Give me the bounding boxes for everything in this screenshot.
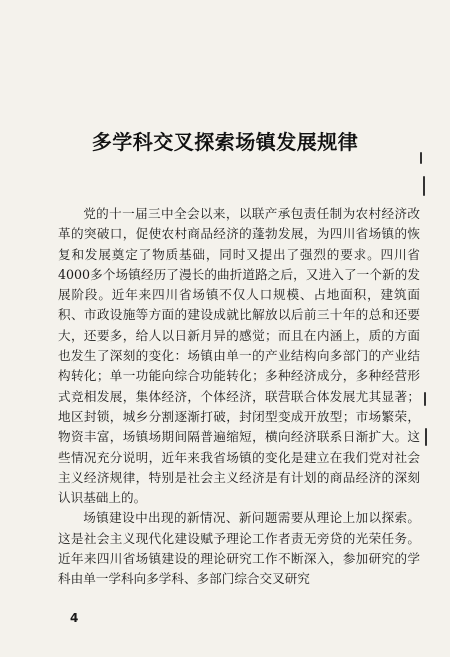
- paragraph-1: 党的十一届三中全会以来，以联产承包责任制为农村经济改革的突破口，促使农村商品经济的蓬勃发展，为四川省场镇的恢复和发展奠定了物质基础，同时又提出了强烈的要求。四川省4000多个场镇经历了漫长的曲折道路之后，又进入了一个新的发展阶段。近年来四川省场镇不仅人口规模、占地面积，建筑面积、市政设施等方面的建设成就比解放以后前三十年的总和还要大，还要多，给人以日新月异的感觉；而且在内涵上，质的方面也发生了深刻的变化：场镇由单一的产业结构向多部门的产业结构转化；单一功能向综合功能转化；多种经济成分，多种经营形式竞相发展，集体经济，个体经济，联营联合体发展尤其显著；地区封锁，城乡分割逐渐打破，封闭型变成开放型；市场繁荣，物资丰富，场镇场期间隔普遍缩短，横向经济联系日渐扩大。这些情况充分说明，近年来我省场镇的变化是建立在我们党对社会主义经济规律，特别是社会主义经济是有计划的商品经济的深刻认识基础上的。: [58, 206, 420, 506]
- paragraph-2: 场镇建设中出现的新情况、新问题需要从理论上加以探索。这是社会主义现代化建设赋予理论工作者责无旁贷的光荣任务。近年来四川省场镇建设的理论研究工作不断深入，参加研究的学科由单一学科向多学科、多部门综合交叉研究: [58, 510, 420, 587]
- body-text: [58, 204, 420, 590]
- scan-edge-mark: [425, 428, 427, 446]
- scan-edge-mark: [424, 392, 426, 406]
- page-title: 多学科交叉探索场镇发展规律: [91, 130, 359, 154]
- scan-edge-mark: [423, 176, 425, 196]
- scan-edge-mark: [420, 152, 422, 164]
- page-number: 4: [70, 611, 79, 625]
